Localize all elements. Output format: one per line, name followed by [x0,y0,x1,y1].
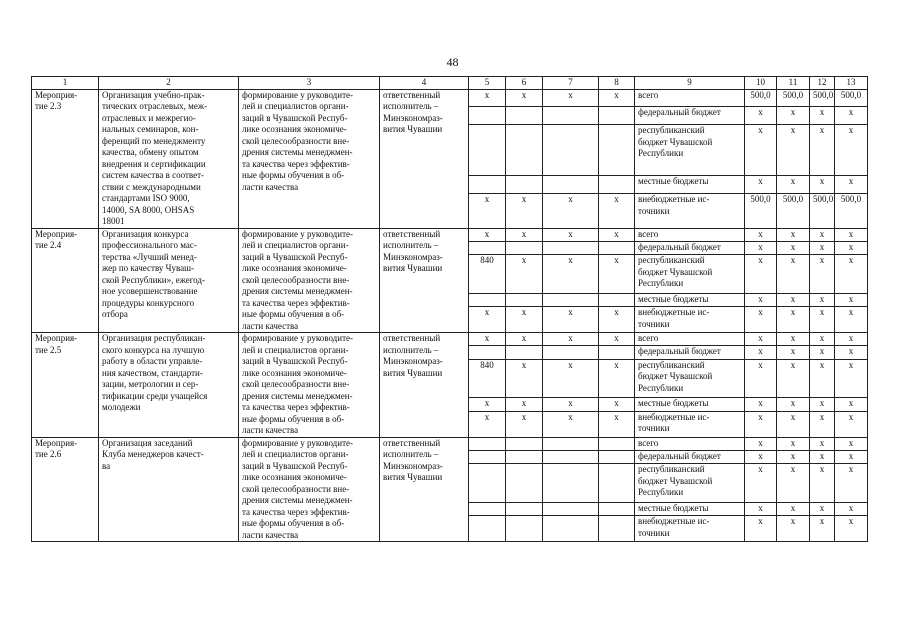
code-cell: x [506,411,543,437]
measure-description: Организация конкурса профессионального мас- терства «Лучший менед- жер по качеству Чуваш- ской Республики», ежегод- ное усовершенствование процедуры конкурсного отбора [99,228,239,333]
code-cell [599,516,635,542]
amount-cell: x [777,502,810,515]
code-cell: x [599,359,635,397]
column-number: 1 [32,77,99,90]
amount-cell: x [835,333,868,346]
code-cell: x [469,398,506,411]
column-number: 7 [543,77,599,90]
code-cell: x [599,398,635,411]
amount-cell: x [777,293,810,306]
amount-cell: x [745,125,777,176]
code-cell: x [543,228,599,241]
code-cell: x [469,89,506,107]
funding-source: республиканский бюджет Чувашской Республики [635,255,745,293]
code-cell [469,176,506,194]
amount-cell: x [777,107,810,125]
code-cell: x [543,255,599,293]
funding-source: местные бюджеты [635,398,745,411]
measure-name: Мероприя- тие 2.6 [32,437,99,542]
code-cell [543,107,599,125]
amount-cell: x [777,241,810,254]
amount-cell: x [745,255,777,293]
funding-source: внебюджетные ис- точники [635,194,745,228]
column-number: 6 [506,77,543,90]
amount-cell: x [810,255,835,293]
amount-cell: x [745,107,777,125]
page-number: 48 [446,55,459,69]
amount-cell: x [745,293,777,306]
measure-executor: ответственный исполнитель – Минэкономраз- вития Чувашии [380,89,469,228]
column-number: 5 [469,77,506,90]
code-cell [599,450,635,463]
amount-cell: x [810,241,835,254]
code-cell: x [543,398,599,411]
column-number: 4 [380,77,469,90]
amount-cell: x [810,228,835,241]
amount-cell: x [835,450,868,463]
table-row [32,89,868,107]
amount-cell: x [835,228,868,241]
measure-executor: ответственный исполнитель – Минэкономраз- вития Чувашии [380,437,469,542]
code-cell [599,346,635,359]
amount-cell: x [835,307,868,333]
code-cell: x [543,89,599,107]
amount-cell: x [835,125,868,176]
code-cell [599,241,635,254]
amount-cell: x [835,398,868,411]
column-number: 13 [835,77,868,90]
amount-cell: 500,0 [745,89,777,107]
funding-source: республиканский бюджет Чувашской Республики [635,464,745,502]
code-cell: x [469,194,506,228]
code-cell [543,502,599,515]
measure-name: Мероприя- тие 2.3 [32,89,99,228]
code-cell: x [599,255,635,293]
amount-cell: x [835,107,868,125]
code-cell [506,107,543,125]
code-cell: x [469,411,506,437]
amount-cell: x [777,228,810,241]
measure-description: Организация республикан- ского конкурса на лучшую работу в области управле- ния качеством, стандарти- зации, метрологии и сер- тификации среди учащейся молодежи [99,333,239,438]
code-cell: x [506,89,543,107]
amount-cell: x [835,502,868,515]
code-cell [506,464,543,502]
code-cell [506,176,543,194]
measure-description: Организация учебно-прак- тических отраслевых, меж- отраслевых и межрегио- нальных семинаров, кон- ференций по менеджменту качества, обмену опытом внедрения и сертификации систем качества в соответ- ствии с международными стандартами ISO 9000, 14000, SA 8000, OHSAS 18001 [99,89,239,228]
amount-cell: x [810,346,835,359]
code-cell [599,437,635,450]
amount-cell: x [745,359,777,397]
code-cell: x [543,194,599,228]
code-cell: x [506,194,543,228]
amount-cell: 500,0 [810,194,835,228]
code-cell [469,437,506,450]
amount-cell: x [777,411,810,437]
code-cell [469,241,506,254]
code-cell [599,502,635,515]
code-cell: x [469,307,506,333]
amount-cell: x [835,346,868,359]
measure-goal: формирование у руководите- лей и специалистов органи- заций в Чувашской Респуб- лике осознания экономиче- ской целесообразности вне- дрения системы менеджмен- та качества через эффектив- ные формы обучения в об- ласти качества [239,228,380,333]
code-cell [506,502,543,515]
amount-cell: x [810,411,835,437]
amount-cell: x [835,293,868,306]
code-cell [543,437,599,450]
amount-cell: x [777,516,810,542]
measure-goal: формирование у руководите- лей и специалистов органи- заций в Чувашской Респуб- лике осознания экономиче- ской целесообразности вне- дрения системы менеджмен- та качества через эффектив- ные формы обучения в об- ласти качества [239,437,380,542]
funding-source: местные бюджеты [635,176,745,194]
program-table [31,76,868,542]
amount-cell: x [777,346,810,359]
funding-source: федеральный бюджет [635,107,745,125]
measure-goal: формирование у руководите- лей и специалистов органи- заций в Чувашской Респуб- лике осознания экономиче- ской целесообразности вне- дрения системы менеджмен- та качества через эффектив- ные формы обучения в об- ласти качества [239,333,380,438]
column-number: 8 [599,77,635,90]
table-row [32,333,868,346]
code-cell [469,450,506,463]
amount-cell: x [745,516,777,542]
amount-cell: x [810,307,835,333]
amount-cell: 500,0 [835,194,868,228]
amount-cell: x [777,398,810,411]
table-row [32,228,868,241]
amount-cell: x [810,107,835,125]
code-cell [506,125,543,176]
amount-cell: x [745,464,777,502]
code-cell [543,293,599,306]
amount-cell: x [810,176,835,194]
funding-source: республиканский бюджет Чувашской Республики [635,359,745,397]
code-cell: x [506,333,543,346]
amount-cell: x [835,437,868,450]
funding-source: всего [635,89,745,107]
amount-cell: x [810,398,835,411]
column-number: 10 [745,77,777,90]
code-cell: x [543,333,599,346]
code-cell [506,293,543,306]
amount-cell: x [777,450,810,463]
amount-cell: x [777,333,810,346]
code-cell: x [599,411,635,437]
column-number: 3 [239,77,380,90]
code-cell: x [599,89,635,107]
code-cell: x [506,307,543,333]
amount-cell: x [810,464,835,502]
funding-source: внебюджетные ис- точники [635,411,745,437]
amount-cell: x [777,464,810,502]
amount-cell: x [835,255,868,293]
column-number-row [32,77,868,90]
measure-name: Мероприя- тие 2.5 [32,333,99,438]
funding-source: федеральный бюджет [635,346,745,359]
funding-source: внебюджетные ис- точники [635,307,745,333]
code-cell [599,125,635,176]
code-cell [543,346,599,359]
code-cell: x [469,228,506,241]
amount-cell: x [745,398,777,411]
code-cell [599,293,635,306]
code-cell: x [506,398,543,411]
code-cell [469,502,506,515]
amount-cell: 500,0 [777,89,810,107]
code-cell: x [543,307,599,333]
funding-source: всего [635,228,745,241]
measure-executor: ответственный исполнитель – Минэкономраз- вития Чувашии [380,333,469,438]
column-number: 2 [99,77,239,90]
funding-source: федеральный бюджет [635,450,745,463]
code-cell: x [599,333,635,346]
column-number: 12 [810,77,835,90]
code-cell [469,293,506,306]
amount-cell: x [745,411,777,437]
amount-cell: x [835,241,868,254]
code-cell [469,516,506,542]
code-cell [469,464,506,502]
amount-cell: x [745,176,777,194]
code-cell: x [506,255,543,293]
code-cell [469,346,506,359]
funding-source: внебюджетные ис- точники [635,516,745,542]
code-cell: x [599,194,635,228]
code-cell [506,450,543,463]
amount-cell: x [777,255,810,293]
code-cell [543,450,599,463]
funding-source: федеральный бюджет [635,241,745,254]
amount-cell: x [745,228,777,241]
code-cell [506,516,543,542]
amount-cell: x [810,333,835,346]
code-cell: 840 [469,359,506,397]
measure-executor: ответственный исполнитель – Минэкономраз- вития Чувашии [380,228,469,333]
amount-cell: x [745,346,777,359]
amount-cell: 500,0 [835,89,868,107]
code-cell [599,176,635,194]
code-cell: x [599,228,635,241]
amount-cell: x [810,125,835,176]
amount-cell: x [810,516,835,542]
amount-cell: x [777,307,810,333]
amount-cell: x [745,450,777,463]
measure-goal: формирование у руководите- лей и специалистов органи- заций в Чувашской Респуб- лике осознания экономиче- ской целесообразности вне- дрения системы менеджмен- та качества через эффектив- ные формы обучения в об- ласти качества [239,89,380,228]
amount-cell: x [810,502,835,515]
code-cell [543,176,599,194]
amount-cell: 500,0 [745,194,777,228]
amount-cell: 500,0 [810,89,835,107]
measure-description: Организация заседаний Клуба менеджеров качест- ва [99,437,239,542]
amount-cell: x [835,464,868,502]
code-cell: x [469,333,506,346]
code-cell [599,464,635,502]
amount-cell: x [745,502,777,515]
code-cell [469,107,506,125]
amount-cell: x [835,516,868,542]
code-cell: x [543,411,599,437]
funding-source: всего [635,437,745,450]
code-cell [469,125,506,176]
code-cell: 840 [469,255,506,293]
amount-cell: x [745,333,777,346]
amount-cell: x [835,176,868,194]
amount-cell: x [835,359,868,397]
code-cell [506,437,543,450]
column-number: 9 [635,77,745,90]
funding-source: местные бюджеты [635,293,745,306]
measure-name: Мероприя- тие 2.4 [32,228,99,333]
code-cell [543,125,599,176]
code-cell: x [506,359,543,397]
funding-source: республиканский бюджет Чувашской Республики [635,125,745,176]
amount-cell: x [745,437,777,450]
code-cell: x [599,307,635,333]
amount-cell: x [777,125,810,176]
amount-cell: x [777,176,810,194]
code-cell [506,346,543,359]
table-row [32,437,868,450]
amount-cell: 500,0 [777,194,810,228]
code-cell [599,107,635,125]
code-cell: x [543,359,599,397]
code-cell [543,241,599,254]
amount-cell: x [777,359,810,397]
amount-cell: x [810,359,835,397]
amount-cell: x [810,437,835,450]
amount-cell: x [835,411,868,437]
code-cell [543,516,599,542]
amount-cell: x [810,450,835,463]
funding-source: местные бюджеты [635,502,745,515]
amount-cell: x [810,293,835,306]
amount-cell: x [745,307,777,333]
funding-source: всего [635,333,745,346]
code-cell: x [506,228,543,241]
code-cell [543,464,599,502]
amount-cell: x [777,437,810,450]
amount-cell: x [745,241,777,254]
column-number: 11 [777,77,810,90]
code-cell [506,241,543,254]
